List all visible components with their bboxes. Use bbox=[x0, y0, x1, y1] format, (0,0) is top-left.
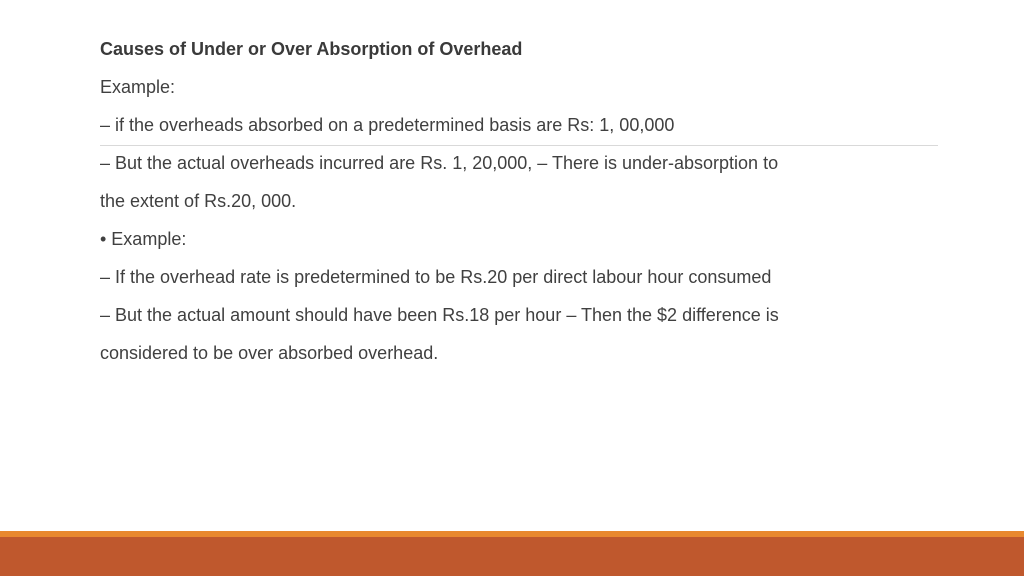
slide-content bbox=[100, 30, 940, 372]
text-line-example-1: Example: bbox=[100, 77, 176, 97]
text-line-example-2: • Example: bbox=[100, 229, 187, 249]
text-line-under-absorption-extent: the extent of Rs.20, 000. bbox=[100, 191, 297, 211]
slide-title: Causes of Under or Over Absorption of Overhead bbox=[100, 39, 523, 59]
text-line-predetermined-rate: – If the overhead rate is predetermined to be Rs.20 per direct labour hour consumed bbox=[100, 267, 772, 287]
text-line-actual-rate: – But the actual amount should have been Rs.18 per hour – Then the $2 difference is bbox=[100, 305, 779, 325]
horizontal-divider bbox=[100, 145, 938, 146]
footer-band bbox=[0, 537, 1024, 576]
text-line-predetermined-overheads: – if the overheads absorbed on a predetermined basis are Rs: 1, 00,000 bbox=[100, 115, 675, 135]
text-line-actual-overheads: – But the actual overheads incurred are Rs. 1, 20,000, – There is under-absorption to bbox=[100, 153, 779, 173]
text-line-over-absorbed: considered to be over absorbed overhead. bbox=[100, 343, 439, 363]
